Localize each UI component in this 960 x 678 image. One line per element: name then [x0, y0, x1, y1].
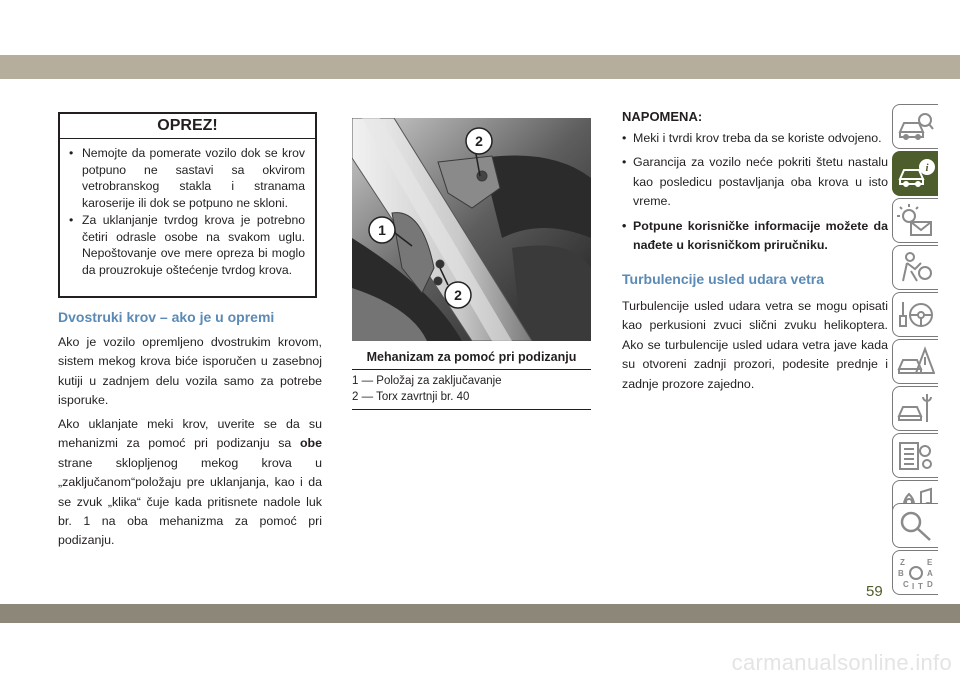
roadside-warning-icon [897, 345, 935, 379]
watermark: carmanualsonline.info [731, 650, 952, 675]
callout-label: 2 [454, 287, 462, 303]
warning-lights-icon [897, 204, 935, 238]
tab-car-info[interactable] [892, 151, 938, 196]
figure-title: Mehanizam za pomoć pri podizanju [366, 350, 577, 364]
note-list [622, 129, 888, 260]
lift-assist-photo [352, 118, 591, 341]
caution-list [60, 145, 315, 279]
note-heading: NAPOMENA: [622, 109, 703, 124]
note-item: • Potpune korisničke informacije možete da nađete u korisničkom priručniku. [622, 217, 888, 256]
wind-buffeting-paragraph: Turbulencije usled udara vetra se mogu opisati kao perkusioni zvuci slični zvuku helikoptera. Ako se turbulencije usled udara vetra jave kada su otvoreni zadnji prozori, podesite prednje i zadnje prozore zajedno. [622, 299, 888, 391]
caution-item: • Za uklanjanje tvrdog krova je potrebno četiri odrasle osobe na svakom uglu. Nepoštovanje ove mere opreza bi moglo da prouzrokuje oštećenje tvrdog krova. [66, 212, 305, 279]
caution-box [58, 112, 317, 298]
tab-search-main[interactable] [892, 503, 938, 548]
figure-divider [352, 369, 591, 370]
note-item: • Garancija za vozilo neće pokriti štetu nastalu kao posledicu postavljanja oba krova u isto vreme. [622, 153, 888, 211]
dual-top-paragraph-2: Ako uklanjate meki krov, uverite se da su mehanizmi za pomoć pri podizanju sa obe strane sklopljenog mekog krova u „zaključanom“položaju pre uklanjanja, kao i da se zvuk „klika“ čuje kada pritisnete nadole luk br. 1 na oba mehanizma za pomoć pri podizanju. [58, 417, 322, 548]
svg-text:B: B [898, 569, 904, 578]
dual-top-paragraph-1: Ako je vozilo opremljeno dvostrukim krovom, sistem mekog krova biće isporučen u zasebnoj kutiji u zadnjem delu vozila samo za potrebe isporuke. [58, 335, 322, 408]
figure-divider [352, 409, 591, 410]
tab-car-magnifier[interactable] [892, 104, 938, 149]
caution-title: OPREZ! [60, 114, 315, 139]
note-item: • Meki i tvrdi krov treba da se koriste odvojeno. [622, 129, 888, 148]
svg-text:I: I [912, 582, 915, 590]
svg-text:Z: Z [900, 558, 905, 567]
svg-text:T: T [918, 582, 923, 590]
figure-legend-item: 1 — Položaj za zaključavanje [352, 375, 502, 387]
svg-text:C: C [903, 580, 909, 589]
search-icon [897, 509, 935, 543]
tab-warning-lights[interactable] [892, 198, 938, 243]
bottom-band [0, 604, 960, 623]
svg-text:i: i [925, 162, 929, 174]
specs-gears-icon [897, 439, 935, 473]
tab-steering-key[interactable] [892, 292, 938, 337]
svg-text:D: D [927, 580, 933, 589]
car-info-icon [897, 157, 935, 191]
tab-index[interactable] [892, 550, 938, 595]
section-heading-wind-buffeting: Turbulencije usled udara vetra [622, 271, 825, 287]
tab-airbag[interactable] [892, 245, 938, 290]
page-number: 59 [866, 583, 883, 600]
svg-text:A: A [927, 569, 933, 578]
tab-specs[interactable] [892, 433, 938, 478]
steering-key-icon [897, 298, 935, 332]
top-band [0, 55, 960, 79]
caution-item: • Nemojte da pomerate vozilo dok se krov potpuno ne sastavi sa okvirom vetrobranskog stakla i stranama karoserije ili dok se potpuno ne skloni. [66, 145, 305, 212]
tab-roadside-warning[interactable] [892, 339, 938, 384]
section-heading-dual-top: Dvostruki krov – ako je u opremi [58, 309, 275, 325]
lift-assist-illustration [352, 118, 591, 341]
airbag-person-icon [897, 251, 935, 285]
tab-car-wrench[interactable] [892, 386, 938, 431]
figure-legend-item: 2 — Torx zavrtnji br. 40 [352, 391, 470, 403]
callout-label: 2 [475, 133, 483, 149]
callout-label: 1 [378, 222, 386, 238]
svg-text:E: E [927, 558, 933, 567]
car-magnifier-icon [897, 110, 935, 144]
car-wrench-icon [897, 392, 935, 426]
index-icon [897, 556, 935, 590]
